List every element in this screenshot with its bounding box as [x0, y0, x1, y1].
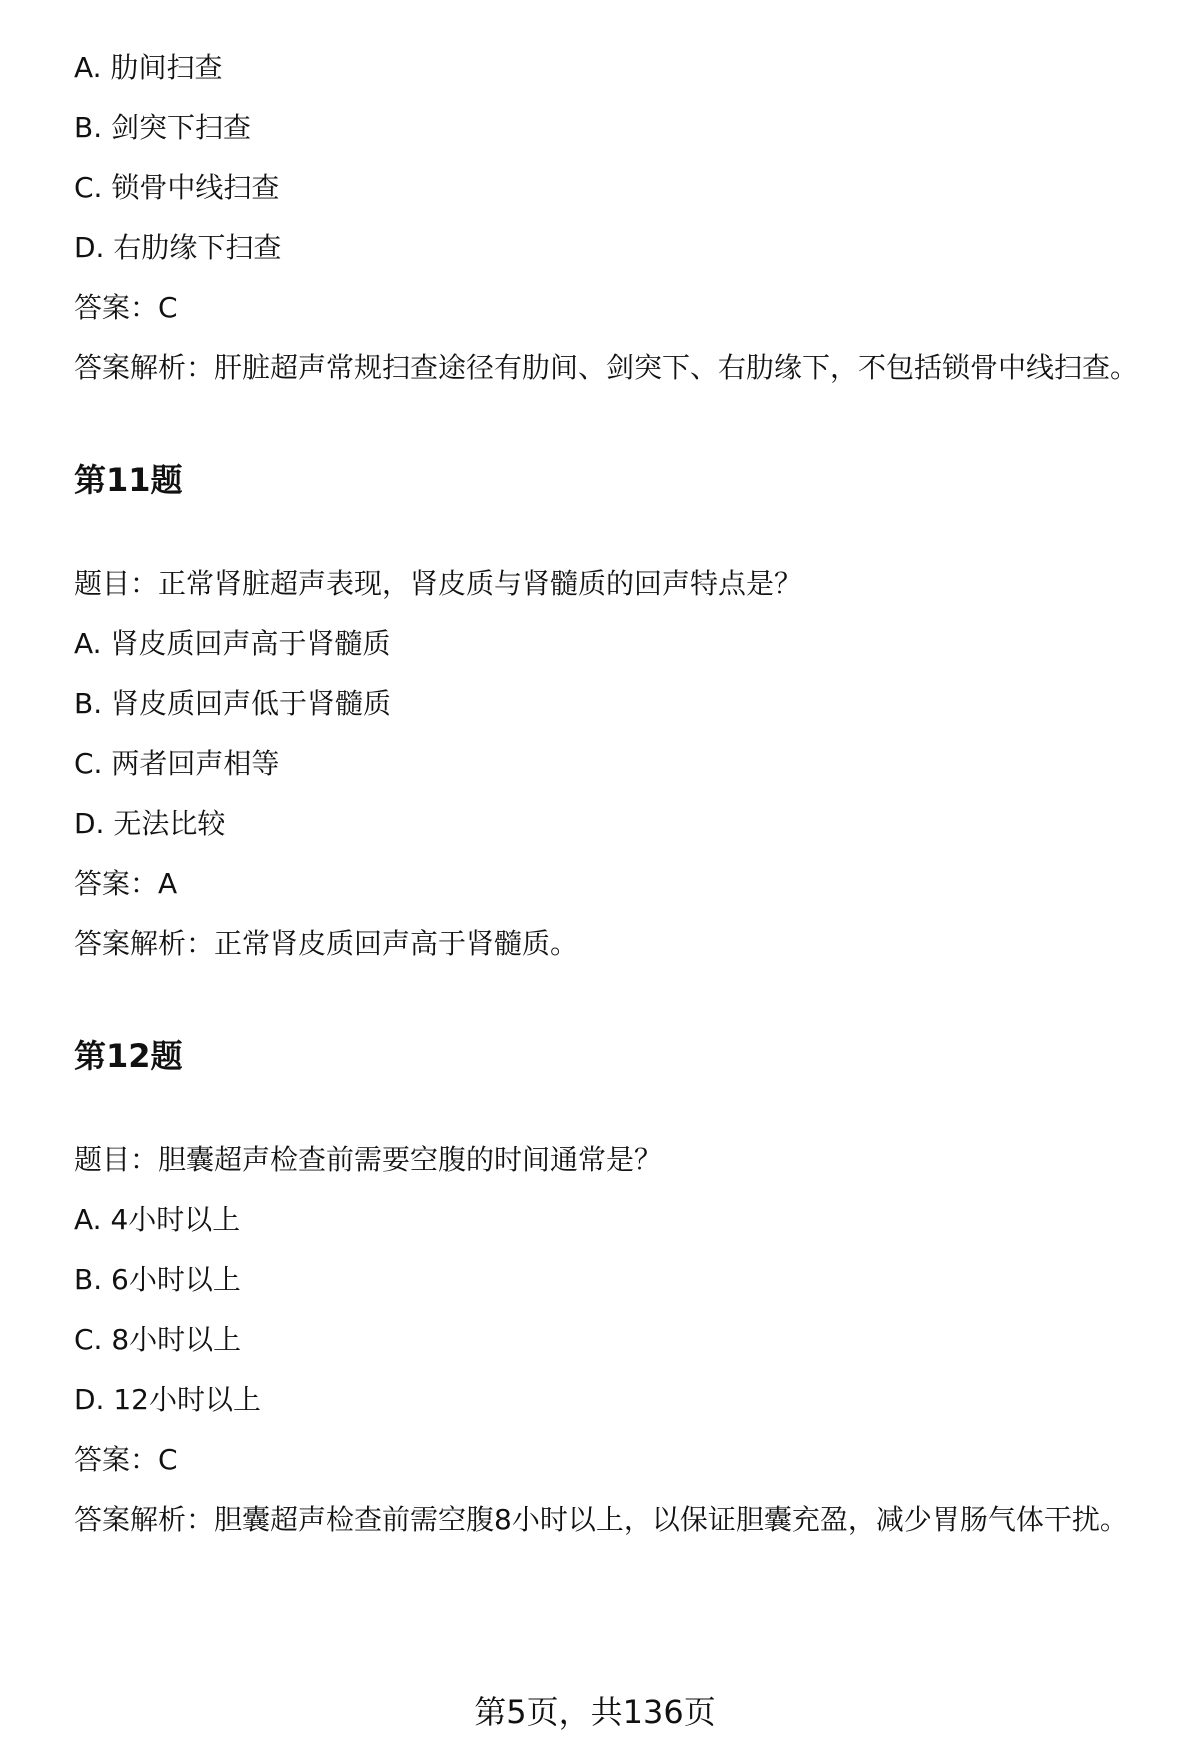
page-number-footer: 第5页，共136页: [474, 1693, 716, 1731]
question-stem: 题目：胆囊超声检查前需要空腹的时间通常是？: [74, 1143, 663, 1176]
option-a: A. 肋间扫查: [74, 51, 223, 84]
option-b: B. 6小时以上: [74, 1263, 241, 1296]
answer: 答案：C: [74, 1443, 178, 1476]
option-c: C. 8小时以上: [74, 1323, 242, 1356]
option-c: C. 锁骨中线扫查: [74, 171, 280, 204]
option-a: A. 4小时以上: [74, 1203, 241, 1236]
answer: 答案：C: [74, 291, 178, 324]
explanation: 答案解析：肝脏超声常规扫查途径有肋间、剑突下、右肋缘下，不包括锁骨中线扫查。: [74, 351, 1139, 384]
page-content: [74, 38, 1164, 1550]
option-b: B. 肾皮质回声低于肾髓质: [74, 687, 392, 720]
option-a: A. 肾皮质回声高于肾髓质: [74, 627, 391, 660]
question-title: 第12题: [74, 1037, 183, 1075]
option-d: D. 无法比较: [74, 807, 226, 840]
explanation: 答案解析：胆囊超声检查前需空腹8小时以上，以保证胆囊充盈，减少胃肠气体干扰。: [74, 1503, 1128, 1536]
option-b: B. 剑突下扫查: [74, 111, 252, 144]
question-10-tail: [74, 38, 1164, 398]
question-11: [74, 450, 1164, 974]
explanation: 答案解析：正常肾皮质回声高于肾髓质。: [74, 927, 579, 960]
question-12: [74, 1026, 1164, 1550]
option-d: D. 12小时以上: [74, 1383, 261, 1416]
answer: 答案：A: [74, 867, 178, 900]
option-d: D. 右肋缘下扫查: [74, 231, 282, 264]
question-title: 第11题: [74, 461, 183, 499]
option-c: C. 两者回声相等: [74, 747, 280, 780]
question-stem: 题目：正常肾脏超声表现，肾皮质与肾髓质的回声特点是？: [74, 567, 803, 600]
